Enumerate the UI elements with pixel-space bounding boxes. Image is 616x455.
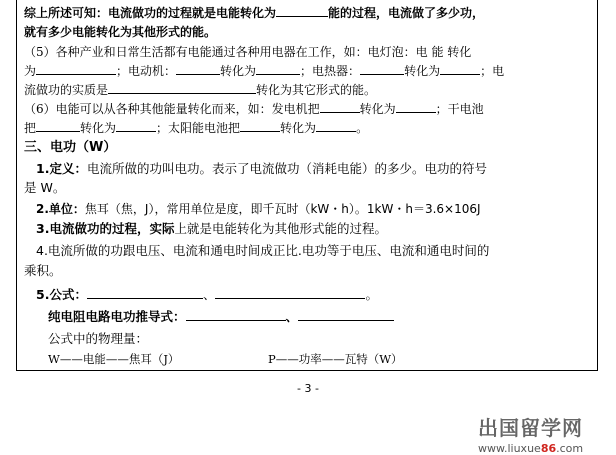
text-fragment: 转化为 [404, 64, 441, 78]
answer-blank[interactable] [316, 119, 356, 132]
watermark-title: 出国留学网 [478, 416, 583, 440]
summary-text-b: 能的过程，电流做了多少功， [328, 6, 485, 20]
derived-blank-2[interactable] [298, 308, 394, 321]
summary-text-c: 就有多少电能转化为其他形式的能。 [24, 25, 217, 39]
answer-blank[interactable] [396, 100, 436, 113]
quantity-energy: W——电能——焦耳（J） [48, 352, 180, 366]
answer-blank[interactable] [36, 119, 80, 132]
url-part: www.liuxue [478, 442, 541, 455]
unit-label: 2.单位： [36, 202, 85, 216]
definition-label: 1.定义： [36, 161, 87, 176]
text-fragment: （6）电能可以从各种其他能量转化而来，如：发电机把 [24, 102, 320, 116]
item-6-line-1 [24, 100, 484, 118]
answer-blank[interactable] [256, 62, 300, 75]
answer-blank[interactable] [240, 119, 280, 132]
definition-text: 电流所做的功叫电功。表示了电流做功（消耗电能）的多少。电功的符号 [86, 161, 487, 176]
summary-line-1 [24, 4, 484, 22]
derived-formula-line [48, 308, 394, 326]
proportion-text-cont: 乘积。 [24, 263, 62, 278]
section-heading [24, 139, 116, 157]
text-fragment: ；干电池 [435, 102, 484, 116]
separator: 、 [285, 309, 299, 324]
definition-line-2 [24, 179, 65, 197]
definition-line-1 [36, 160, 487, 178]
answer-blank[interactable] [440, 62, 480, 75]
text-fragment: 转化为 [220, 64, 257, 78]
answer-blank[interactable] [320, 100, 360, 113]
summary-text-a: 综上所述可知：电流做功的过程就是电能转化为 [24, 6, 277, 20]
summary-line-2 [24, 23, 216, 41]
derived-formula-label: 纯电阻电路电功推导式： [48, 309, 186, 324]
quantities-heading-text: 公式中的物理量： [48, 331, 149, 346]
text-fragment: ；电动机： [116, 64, 177, 78]
formula-blank-2[interactable] [215, 286, 365, 299]
text-fragment: 转化为其它形式的能。 [256, 83, 377, 97]
process-line [36, 220, 387, 238]
answer-blank[interactable] [108, 81, 256, 94]
unit-line [36, 200, 481, 218]
page-number: - 3 - [297, 382, 319, 395]
text-fragment: 转化为 [359, 102, 396, 116]
text-fragment: 。 [356, 121, 369, 135]
item-6-line-2 [24, 119, 368, 137]
process-label: 3.电流做功的过程，实际 [36, 221, 175, 236]
text-fragment: 转化为 [280, 121, 317, 135]
answer-blank[interactable] [116, 119, 156, 132]
period: 。 [365, 287, 378, 302]
text-fragment: ；电 [480, 64, 505, 78]
answer-blank[interactable] [176, 62, 220, 75]
item-5-text: （5）各种产业和日常生活都有电能通过各种用电器在工作，如：电灯泡：电 能 转化 [24, 45, 472, 59]
process-text: 上就是电能转化为其他形式能的过程。 [174, 221, 387, 236]
quantities-heading [48, 330, 148, 348]
proportion-line-2 [24, 262, 62, 280]
quantity-power: P——功率——瓦特（W） [268, 352, 403, 366]
answer-blank[interactable] [36, 62, 116, 75]
item-5-line-1 [24, 43, 471, 61]
item-5-line-2 [24, 62, 504, 80]
url-part: 86 [540, 442, 557, 455]
quantities-line [48, 350, 179, 368]
text-fragment: 流做功的实质是 [24, 83, 109, 97]
watermark-url [478, 442, 583, 455]
formula-label: 5.公式： [36, 287, 87, 302]
text-fragment: ；太阳能电池把 [156, 121, 241, 135]
unit-text: 焦耳（焦，J），常用单位是度，即千瓦时（kW・h）。1kW・h＝3.6×106J [84, 202, 481, 216]
section-heading-text: 三、电功（W） [24, 140, 117, 155]
text-fragment: 转化为 [80, 121, 117, 135]
url-part: .com [556, 442, 584, 455]
answer-blank[interactable] [360, 62, 404, 75]
watermark-logo [478, 412, 583, 455]
item-5-line-3 [24, 81, 376, 99]
formula-line [36, 286, 378, 304]
definition-text-cont: 是 W。 [24, 180, 66, 195]
quantities-line-b [268, 350, 403, 368]
separator: 、 [202, 287, 216, 302]
text-fragment: 为 [24, 64, 37, 78]
proportion-text: 4.电流所做的功跟电压、电流和通电时间成正比.电功等于电压、电流和通电时间的 [36, 243, 490, 258]
text-fragment: 把 [24, 121, 37, 135]
derived-blank-1[interactable] [186, 308, 286, 321]
text-fragment: ；电热器： [300, 64, 361, 78]
proportion-line-1 [36, 242, 489, 260]
answer-blank[interactable] [276, 4, 328, 17]
formula-blank-1[interactable] [87, 286, 203, 299]
